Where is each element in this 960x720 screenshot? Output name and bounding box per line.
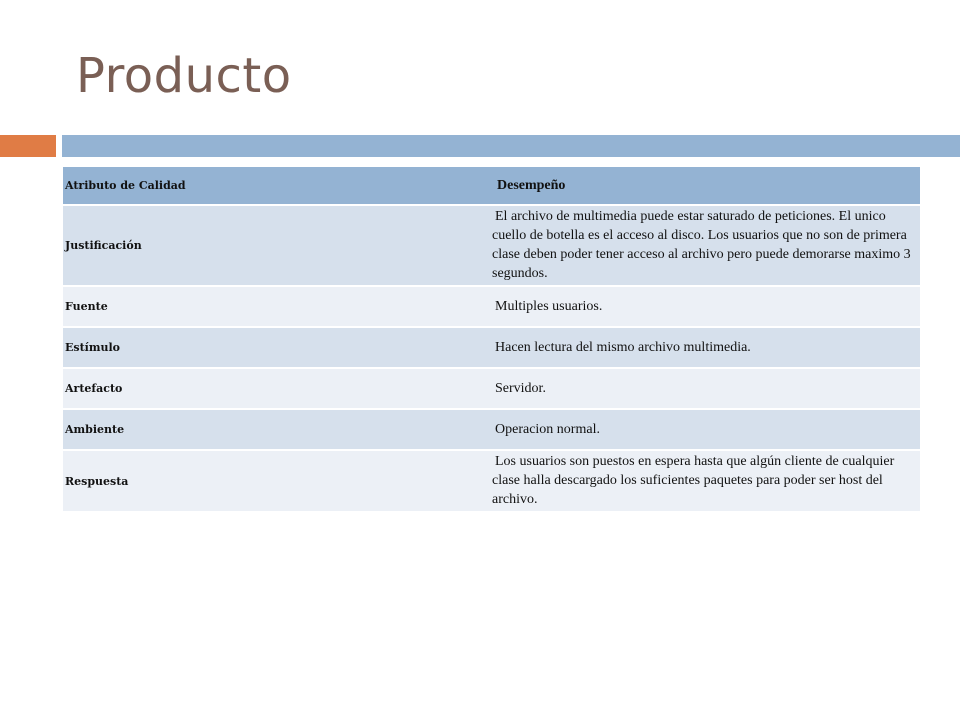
table-row [63,205,920,286]
row-value-text: Hacen lectura del mismo archivo multimedia. [495,339,751,355]
row-value [491,409,920,450]
row-value-text: El archivo de multimedia puede estar saturado de peticiones. El unico cuello de botella es el acceso al disco. Los usuarios que no son de primera clase deben poder tener acceso al archivo pero puede demorarse maximo 3 segundos. [492,209,911,281]
row-attribute: Artefacto [63,368,491,409]
row-value [491,450,920,512]
header-attribute: Atributo de Calidad [63,167,491,205]
table-header-row [63,167,920,205]
table-row [63,368,920,409]
row-value-text: Multiples usuarios. [495,298,603,314]
row-value [491,286,920,327]
row-value [491,368,920,409]
row-attribute: Justificación [63,205,491,286]
row-attribute: Estímulo [63,327,491,368]
accent-bar [0,135,56,157]
header-value: Desempeño [491,167,920,205]
slide-title: Producto [76,48,292,104]
row-attribute: Ambiente [63,409,491,450]
row-value-text: Servidor. [495,380,546,396]
table-row [63,286,920,327]
table-row [63,327,920,368]
row-attribute: Respuesta [63,450,491,512]
quality-attribute-table [63,167,920,513]
table-row [63,409,920,450]
row-value-text: Operacion normal. [495,421,600,437]
table-row [63,450,920,512]
row-value [491,205,920,286]
row-value [491,327,920,368]
title-underline-bar [62,135,960,157]
row-value-text: Los usuarios son puestos en espera hasta que algún cliente de cualquier clase halla descargado los suficientes paquetes para poder ser host del archivo. [492,454,895,507]
row-attribute: Fuente [63,286,491,327]
